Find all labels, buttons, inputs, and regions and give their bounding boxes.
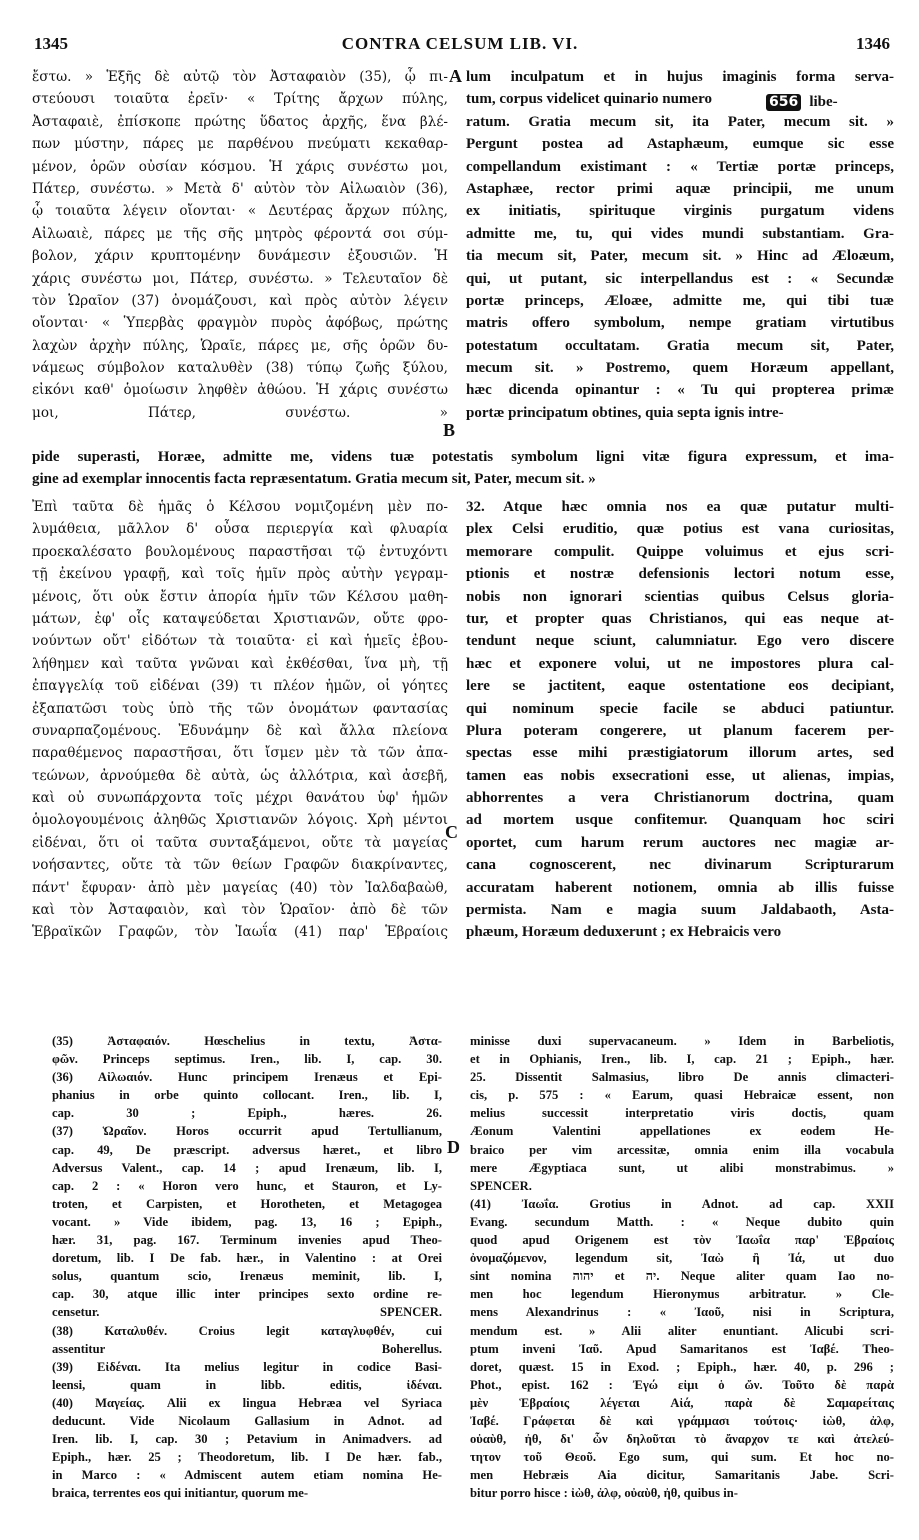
greek-text-line: τὸν Ὡραῖον (37) ὀνομάζουσι, καὶ πρὸς αὐτὸν λέγειν [32,292,448,309]
page-number-left: 1345 [34,34,68,53]
latin-text-line: phæum, Horæum deduxerunt ; ex Hebraicis vero [466,924,782,941]
latin-text-line: ex initiatis, spirituque virginis purgatum videns [466,203,894,220]
latin-column-top [466,66,894,424]
latin-text-line: matris offero symbolum, nempe gratiam virtutibus [466,315,894,332]
greek-text-line: λυμάθεια, μᾶλλον δ' οὖσα περιεργία καὶ φλυαρία [32,521,448,538]
latin-text-line: portæ princeps, Æloæe, admitte me, qui tibi tuæ [466,292,894,309]
margin-marker-b: B [443,420,456,440]
latin-text-line: portæ principatum obtines, quia septa ignis intre- [466,404,784,421]
latin-text-line: mecum sit. » Postremo, quem Horæum appellant, [466,360,894,377]
latin-text-line: lum inculpatum et in hujus imaginis forma serva- [466,69,894,85]
greek-text-line: βολον, χάριν κρυπτομένην δυνάμεσιν ἐξουσιῶν. Ἡ [32,248,448,265]
latin-text-line: compellandum existimant : « Tertiæ portæ princeps, [466,158,894,175]
footnote-line: ptum inveni Ἰαῦ. Apud Samaritanos est Ἰαβέ. Theo- [470,1341,894,1356]
footnote-line: (40) Μαγείας. Alii ex lingua Hebræa vel Syriaca [52,1395,442,1410]
footnote-line: cap. 30, atque illic inter principes sexto ordine re- [52,1287,442,1302]
greek-text-line: μάτων, ἐφ' οἷς καταψεύδεται Χριστιανῶν, οὔτε φρο- [32,610,448,627]
latin-column-middle [466,496,894,944]
footnote-line: Iren. lib. I, cap. 30 ; Petavium in Animadvers. ad [52,1432,442,1447]
footnote-line: doret, quæst. 15 in Exod. ; Epiph., hær. 40, p. 296 ; [470,1359,894,1374]
footnote-line: sint nomina יהוה et יה. Neque aliter quam Iao no- [470,1269,894,1284]
greek-text-line: μένον, ὁρῶν οὐσίαν κόσμου. Ἡ χάρις συνέστω μοι, [32,158,448,175]
footnote-line: ὀνομαζόμενον, legendum sit, Ἰαὼ ἢ Ἰά, ut duo [470,1251,894,1266]
footnote-line: assentitur Boherellus. [52,1341,442,1356]
footnote-line: leensi, quam in libb. editis, ἰδέναι. [52,1377,442,1392]
footnote-line: quod apud Origenem est τὸν Ἰαωΐα παρ' Ἑβραίοις [470,1233,894,1248]
greek-column-middle [32,496,448,944]
footnote-line: censetur. SPENCER. [52,1305,442,1320]
footnote-line: Evang. secundum Matth. : « Neque dubito quin [470,1214,894,1229]
full-width-line: gine ad exemplar innocentis facta repræsentatum. Gratia mecum sit, Pater, mecum sit. » [32,471,596,487]
latin-text-line: plex Celsi eruditio, quæ potius est vana curiositas, [466,521,894,538]
greek-text-line: μένοις, ὅτι οὐκ ἔστιν ἀπορία ἡμῖν τῶν Κέλσου μαθη- [32,588,448,605]
footnote-line: 25. Dissentit Salmasius, libro De annis climacteri- [470,1070,894,1085]
footnote-line: Epiph., hær. 25 ; Theodoretum, lib. I De hær. fab., [52,1450,442,1465]
greek-text-line: λαχὼν ἀρχὴν πύλης, Ὡραῖε, πάρες με, σῆς ὁρῶν δυ- [32,337,448,354]
footnote-line: mere Ægyptiaca sunt, ut alibi monstrabimus. » [470,1160,894,1175]
latin-text-line: ad mortem usque confitemur. Quanquam hoc sciri [466,812,894,829]
full-width-line: pide superasti, Horæe, admitte me, videns tuæ potestatis symbolum ligni vitæ figura expressum, et ima- [32,449,894,465]
footnote-line: φῶν. Princeps septimus. Iren., lib. I, cap. 30. [52,1052,442,1067]
greek-text-line: στεύουσι τοιαῦτα ἐρεῖν· « Τρίτης ἄρχων πύλης, [32,91,448,108]
latin-text-line: abhorrentes a vera Christianorum doctrina, quam [466,790,894,807]
greek-text-line: πων μύστην, πάρες με παρθένου πνεύματι κεκαθαρ- [32,136,448,153]
footnote-line: (37) Ὡραῖον. Horos occurrit apud Tertullianum, [52,1124,442,1139]
latin-text-line: 32. Atque hæc omnia nos ea quæ putatur multi- [466,499,894,515]
footnote-line: troten, et Carpisten, et Horotheten, et Metagogea [52,1196,442,1211]
footnote-line: mens Alexandrinus : « Ἰαοῦ, nisi in Scriptura, [470,1305,894,1320]
footnote-line: minisse duxi supervacaneum. » Idem in Barbeliotis, [470,1034,894,1048]
footnote-line: (41) Ἰαωΐα. Grotius in Adnot. ad cap. XXII [470,1196,894,1211]
greek-text-line: Πάτερ, συνέστω. » Μετὰ δ' αὐτὸν τὸν Αἰλωαιὸν (36), [32,180,448,197]
latin-text-line: tur, et propter quas Christianos, qui eas neque at- [466,610,894,627]
latin-text-line: qui nominum specie facile se abduci patiuntur. [466,700,894,717]
latin-text-line: tamen eas nobis exsecrationi esse, ut alienas, impias, [466,767,894,784]
greek-text-line: Ἐπὶ ταῦτα δὲ ἡμᾶς ὁ Κέλσου νομιζομένη μὲν πο- [32,499,448,515]
footnote-line: Æonum Valentini appellationes ex eodem He- [470,1124,894,1139]
footnote-line: Ἰαβέ. Γράφεται δὲ καὶ γράμμασι τούτοις· ἰὼθ, ἀλφ, [470,1413,894,1428]
footnote-line: et in Ophianis, Iren., lib. I, cap. 21 ; Epiph., hær. [470,1052,894,1067]
greek-text-line: Αἰλωαιὲ, πάρες με τῆς σῆς μητρὸς φέροντά σοι σύμ- [32,225,448,242]
page-number-right: 1346 [856,34,890,53]
greek-text-line: συναρπαζομένους. Ἐδυνάμην δὲ καὶ ἄλλα πλείονα [32,722,448,739]
greek-text-line: πάντ' ἔφυραν· ἀπὸ μὲν μαγείας (40) τὸν Ἰαλδαβαὼθ, [32,879,448,896]
latin-text-line: ptionis et nostræ defensionis lectori notum esse, [466,566,894,583]
latin-text-line: accuratam haberent notionem, omnia ab illis fuisse [466,879,894,896]
footnote-line: men Hebræis Aia dicitur, Samaritanis Jabe. Scri- [470,1468,894,1483]
latin-text-line: tum, corpus videlicet quinario numero [466,91,712,108]
latin-text-line: hæc et exponere volui, ut ne impostores plura cal- [466,655,894,672]
footnotes-left [52,1032,442,1502]
greek-text-line: τῇ ἐκείνου γραφῇ, καὶ τοῖς ἡμῖν πρὸς αὐτὴν γεγραμ- [32,566,448,583]
margin-marker-d: D [447,1137,460,1157]
latin-text-line: Astaphæe, rector primi aquæ principii, me unum [466,180,894,197]
greek-text-line: παραθέμενος παραστῆσαι, ὅτι ἴσμεν μὲν τὰ τῶν ἀπα- [32,745,448,762]
footnote-line: in Marco : « Admiscent autem etiam nomina He- [52,1468,442,1483]
greek-text-line: ἐξαπατῶσι τοὺς ὑπὸ τῆς τῶν ὀνομάτων φαντασίας [32,700,448,717]
footnote-line: phanius in orbe quinto collocant. Iren., lib. I, [52,1088,442,1103]
greek-text-line: χάρις συνέστω μοι, Πάτερ, συνέστω. » Τελευταῖον δὲ [32,270,448,287]
latin-text-line: oportet, cum harum rerum auctores nec magiæ ar- [466,834,894,851]
latin-text-line: Pergunt postea ad Astaphæum, eumque sic esse [466,136,894,153]
latin-text-line: memorare compulit. Quippe voluimus et ejus scri- [466,543,894,560]
footnote-line: μὲν Ἑβραίοις λέγεται Αἰά, παρὰ δὲ Σαμαρείταις [470,1395,894,1410]
greek-text-line: νούντων οὔτ' εἰδότων τὰ τοιαῦτα· εἰ καὶ ἡμεῖς ἐβου- [32,633,448,650]
greek-text-line: καὶ τὸν Ἀσταφαιὸν, καὶ τὸν Ὡραῖον· ἀπὸ δὲ τῶν [32,902,448,919]
footnote-line: bitur porro hisce : ἰὼθ, ἀλφ, οὐαὺθ, ἠθ, quibus in- [470,1486,738,1501]
greek-text-line: εἰδέναι, ὅτι οἱ ταῦτα συνταξάμενοι, οὔτε τὰ μαγείας [32,834,448,851]
greek-text-line: καὶ οὐ συνωπάρχοντα τοῖς μέχρι θανάτου ὑφ' ἡμῶν [32,790,448,807]
footnote-line: hær. 31, pag. 167. Terminum invenies apud Theo- [52,1233,442,1248]
footnote-line: (38) Καταλυθέν. Croius legit καταγλυφθέν, cui [52,1323,442,1338]
footnote-line: cap. 30 ; Epiph., hæres. 26. [52,1106,442,1121]
latin-text-line: cana cognoscerent, nec divinarum Scripturarum [466,857,894,874]
footnote-line: cis, p. 575 : « Earum, quasi Hebraicæ essent, non [470,1088,894,1103]
greek-text-line: λήθημεν καὶ ταῦτα γνῶναι καὶ ἐκθέσθαι, ἵνα μὴ, τῇ [32,655,448,672]
margin-marker-c: C [445,822,458,842]
latin-text-line: tendunt neque sciunt, calumniatur. Ego vero discere [466,633,894,650]
latin-line-tail: libe- [809,94,838,110]
footnote-line: (35) Ἀσταφαιόν. Hœschelius in textu, Ἀστα- [52,1034,442,1048]
full-width-text [32,446,894,490]
greek-text-line: οἴονται· « Ὑπερβὰς φραγμὸν πυρὸς ἀφόβως, πρώτης [32,315,448,332]
footnote-line: solus, quantum scio, Irenæus meminit, lib. I, [52,1269,442,1284]
footnote-line: (36) Αἰλωαιόν. Hunc principem Irenæus et Epi- [52,1070,442,1085]
greek-text-line: εἰκόνι καθ' ὁμοίωσιν ληφθὲν ἀθώου. Ἡ χάρις συνέστω [32,382,448,399]
latin-text-line: qui, ut putant, sic interpellandus est : « Secundæ [466,270,894,287]
footnote-line: braico per vim arcessitæ, omnia enim illa vocabula [470,1142,894,1157]
footnote-line: braica, terrentes eos qui initiantur, quorum me- [52,1486,309,1501]
footnote-line: τητον τοῦ Θεοῦ. Ego sum, qui sum. Et hoc no- [470,1450,894,1465]
page-header [30,34,890,56]
latin-text-line: potestatum occultatam. Gratia mecum sit, Pater, [466,337,894,354]
footnote-line: Adversus Valent., cap. 14 ; apud Irenæum, lib. I, [52,1160,442,1175]
greek-text-line: Ἑβραϊκῶν Γραφῶν, τὸν Ἰαωΐα (41) παρ' Ἑβραίοις [32,924,448,941]
greek-text-line: νοήσαντες, οὔτε τὰ τῶν θείων Γραφῶν διακρίναντες, [32,857,448,874]
running-title: CONTRA CELSUM LIB. VI. [341,34,579,53]
footnote-line: SPENCER. [470,1178,532,1193]
footnotes-right [470,1032,894,1502]
footnote-line: doretum, lib. I De fab. hær., in Valentino : at Orei [52,1251,442,1266]
greek-text-line: Ἀσταφαιὲ, ἐπίσκοπε πρώτης ὕδατος ἀρχῆς, ἕνα βλέ- [32,113,448,130]
footnote-line: cap. 49, De præscript. adversus hæret., et libro [52,1142,442,1157]
margin-marker-a: A [449,66,462,86]
greek-text-line: ἔστω. » Ἑξῆς δὲ αὐτῷ τὸν Ἀσταφαιὸν (35), ᾧ πι- [32,69,448,85]
latin-text-line: ratum. Gratia mecum sit, ita Pater, mecum sit. » [466,113,894,130]
greek-column-top [32,66,448,424]
footnote-line: men hoc legendum Hieronymus arbitratur. » Cle- [470,1287,894,1302]
greek-text-line: ὁμολογουμένοις ἀληθῶς Χριστιανῶν λόγοις. Χρὴ μέντοι [32,812,448,829]
latin-text-line: Plura poteram congerere, ut planum facerem per- [466,722,894,739]
greek-text-line: ἐπαγγελίᾳ τοῦ εἰδέναι (39) τι πλέον ἡμῶν, οἱ γόητες [32,678,448,695]
greek-text-line: μοι, Πάτερ, συνέστω. » [32,404,448,421]
latin-text-line: tia mecum sit, Pater, mecum sit. » Hinc ad Æloæum, [466,248,894,265]
footnote-line: οὐαὺθ, ἠθ, δι' ὧν δηλοῦται τὸ ἄναρχον τε καὶ ἀτελεύ- [470,1432,894,1447]
footnote-line: (39) Εἰδέναι. Ita melius legitur in codice Basi- [52,1359,442,1374]
footnote-line: mendum est. » Alii aliter enuntiant. Alicubi scri- [470,1323,894,1338]
footnote-line: vocant. » Vide ibidem, pag. 13, 16 ; Epiph., [52,1214,442,1229]
latin-text-line: spectas esse mihi præstigiatorum illorum artes, sed [466,745,894,762]
footnote-line: deducunt. Vide Nicolaum Gallasium in Adnot. ad [52,1413,442,1428]
latin-text-line: nobis non ignorari scientias quibus Celsus gloria- [466,588,894,605]
latin-text-line: hæc dicenda opinantur : « Tu qui propterea primæ [466,382,894,399]
footnote-line: melius successit interpretatio viris doctis, quam [470,1106,894,1121]
greek-text-line: προεκαλέσατο βουλομένους παραστῆσαι τῷ ἐντυχόντι [32,543,448,560]
latin-text-line: lere se jactitent, eaque ostentatione eos decipiant, [466,678,894,695]
footnote-line: Phot., epist. 162 : Ἐγώ εἰμι ὁ ὤν. Τοῦτο δὲ παρὰ [470,1377,894,1392]
greek-text-line: ᾧ τοιαῦτα λέγειν οἴονται· « Δευτέρας ἄρχων πύλης, [32,203,448,220]
greek-text-line: τεώνων, ἀρνούμεθα δὲ αὐτὰ, ὡς ἀλλότρια, καὶ ἀσεβῆ, [32,767,448,784]
column-number-badge: 656 libe- [766,91,838,111]
latin-text-line: permista. Nam e magia suum Jaldabaoth, Asta- [466,902,894,919]
greek-text-line: νάμεως σύμβολον καταλυθὲν (38) τύπῳ ζωῆς ξύλου, [32,360,448,377]
footnote-line: cap. 2 : « Horon vero hunc, et Stauron, et Ly- [52,1178,442,1193]
latin-text-line: admitte me, tu, qui vides mundi substantiam. Gra- [466,225,894,242]
